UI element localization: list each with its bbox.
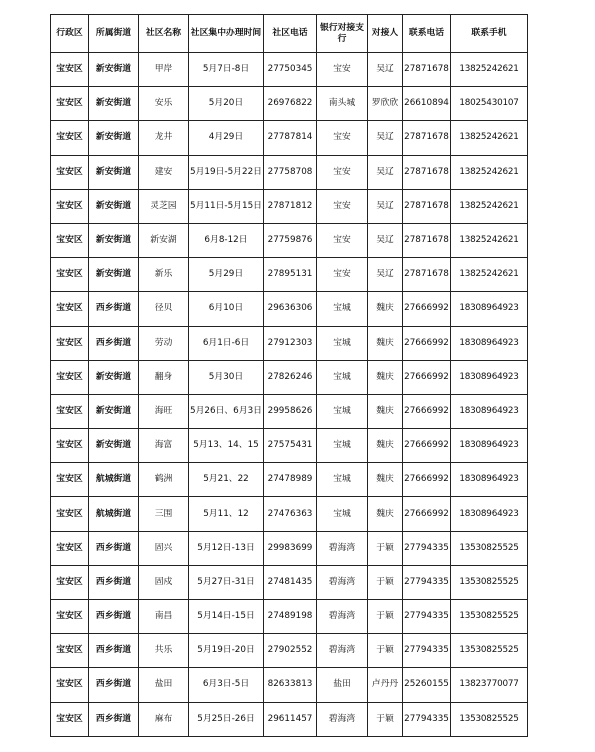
cell-contact-tel: 26610894 (403, 87, 451, 121)
cell-contact-tel: 27794335 (403, 702, 451, 736)
cell-community: 麻布 (139, 702, 189, 736)
cell-date: 5月29日 (189, 258, 264, 292)
cell-contact: 罗欣欣 (368, 87, 403, 121)
cell-community: 翻身 (139, 360, 189, 394)
cell-contact-tel: 27871678 (403, 223, 451, 257)
cell-tel: 27759876 (264, 223, 317, 257)
cell-mobile: 13530825525 (451, 565, 528, 599)
cell-mobile: 18308964923 (451, 326, 528, 360)
cell-bank: 宝城 (317, 360, 368, 394)
cell-street: 新安街道 (89, 121, 139, 155)
cell-tel: 27871812 (264, 189, 317, 223)
cell-contact-tel: 27666992 (403, 326, 451, 360)
cell-tel: 27787814 (264, 121, 317, 155)
cell-contact: 于颖 (368, 600, 403, 634)
cell-date: 6月3日-5日 (189, 668, 264, 702)
cell-mobile: 13825242621 (451, 223, 528, 257)
cell-contact-tel: 27871678 (403, 189, 451, 223)
cell-contact: 于颖 (368, 702, 403, 736)
cell-community: 三围 (139, 497, 189, 531)
header-contact-tel: 联系电话 (403, 15, 451, 53)
cell-date: 5月26日、6月3日 (189, 394, 264, 428)
cell-tel: 27912303 (264, 326, 317, 360)
cell-date: 6月10日 (189, 292, 264, 326)
cell-tel: 29611457 (264, 702, 317, 736)
table-row (51, 223, 528, 257)
cell-area: 宝安区 (51, 463, 89, 497)
cell-contact: 魏庆 (368, 429, 403, 463)
cell-date: 5月20日 (189, 87, 264, 121)
cell-bank: 碧海湾 (317, 702, 368, 736)
cell-date: 5月19日-20日 (189, 634, 264, 668)
cell-contact: 魏庆 (368, 394, 403, 428)
cell-tel: 29636306 (264, 292, 317, 326)
cell-area: 宝安区 (51, 668, 89, 702)
table-row (51, 429, 528, 463)
cell-area: 宝安区 (51, 394, 89, 428)
cell-contact-tel: 27794335 (403, 634, 451, 668)
table-row (51, 497, 528, 531)
cell-community: 甲岸 (139, 53, 189, 87)
cell-tel: 27750345 (264, 53, 317, 87)
cell-mobile: 13825242621 (451, 53, 528, 87)
cell-contact: 于颖 (368, 634, 403, 668)
cell-contact: 魏庆 (368, 292, 403, 326)
cell-date: 5月21、22 (189, 463, 264, 497)
cell-contact-tel: 27794335 (403, 600, 451, 634)
cell-contact: 魏庆 (368, 360, 403, 394)
cell-area: 宝安区 (51, 223, 89, 257)
cell-mobile: 13825242621 (451, 189, 528, 223)
cell-street: 新安街道 (89, 53, 139, 87)
cell-mobile: 18308964923 (451, 360, 528, 394)
cell-date: 5月13、14、15 (189, 429, 264, 463)
table-row (51, 600, 528, 634)
cell-bank: 宝安 (317, 53, 368, 87)
cell-mobile: 18308964923 (451, 429, 528, 463)
cell-contact: 魏庆 (368, 326, 403, 360)
header-tel: 社区电话 (264, 15, 317, 53)
cell-mobile: 13825242621 (451, 258, 528, 292)
cell-street: 西乡街道 (89, 702, 139, 736)
table-row (51, 668, 528, 702)
cell-bank: 碧海湾 (317, 600, 368, 634)
cell-contact-tel: 25260155 (403, 668, 451, 702)
cell-street: 西乡街道 (89, 531, 139, 565)
cell-bank: 宝安 (317, 223, 368, 257)
cell-community: 龙井 (139, 121, 189, 155)
table-row (51, 394, 528, 428)
table-row (51, 634, 528, 668)
cell-mobile: 18308964923 (451, 292, 528, 326)
table-row (51, 702, 528, 736)
cell-date: 5月27日-31日 (189, 565, 264, 599)
cell-contact-tel: 27666992 (403, 463, 451, 497)
cell-community: 建安 (139, 155, 189, 189)
cell-bank: 宝城 (317, 292, 368, 326)
cell-area: 宝安区 (51, 600, 89, 634)
cell-area: 宝安区 (51, 360, 89, 394)
cell-tel: 27478989 (264, 463, 317, 497)
cell-date: 5月7日-8日 (189, 53, 264, 87)
table-row (51, 531, 528, 565)
cell-mobile: 18308964923 (451, 394, 528, 428)
cell-date: 5月30日 (189, 360, 264, 394)
cell-area: 宝安区 (51, 258, 89, 292)
cell-bank: 宝城 (317, 497, 368, 531)
table-body (51, 53, 528, 737)
cell-community: 海富 (139, 429, 189, 463)
cell-bank: 宝城 (317, 326, 368, 360)
cell-street: 新安街道 (89, 155, 139, 189)
cell-community: 劳动 (139, 326, 189, 360)
cell-contact-tel: 27666992 (403, 360, 451, 394)
table-row (51, 326, 528, 360)
cell-tel: 27902552 (264, 634, 317, 668)
cell-mobile: 13823770077 (451, 668, 528, 702)
cell-community: 新安湖 (139, 223, 189, 257)
cell-area: 宝安区 (51, 121, 89, 155)
cell-bank: 宝城 (317, 463, 368, 497)
cell-contact-tel: 27871678 (403, 53, 451, 87)
cell-contact: 吴辽 (368, 121, 403, 155)
cell-tel: 27895131 (264, 258, 317, 292)
cell-mobile: 18025430107 (451, 87, 528, 121)
cell-community: 鹤洲 (139, 463, 189, 497)
cell-bank: 宝城 (317, 429, 368, 463)
cell-date: 5月11、12 (189, 497, 264, 531)
cell-community: 海旺 (139, 394, 189, 428)
cell-date: 6月1日-6日 (189, 326, 264, 360)
cell-bank: 宝安 (317, 189, 368, 223)
cell-bank: 碧海湾 (317, 634, 368, 668)
cell-area: 宝安区 (51, 53, 89, 87)
cell-contact: 魏庆 (368, 497, 403, 531)
community-schedule-table (50, 14, 528, 737)
cell-date: 5月19日-5月22日 (189, 155, 264, 189)
cell-contact-tel: 27871678 (403, 155, 451, 189)
cell-date: 5月25日-26日 (189, 702, 264, 736)
cell-contact-tel: 27666992 (403, 394, 451, 428)
header-contact: 对接人 (368, 15, 403, 53)
table-row (51, 258, 528, 292)
cell-area: 宝安区 (51, 702, 89, 736)
cell-tel: 26976822 (264, 87, 317, 121)
cell-community: 固兴 (139, 531, 189, 565)
table-row (51, 463, 528, 497)
cell-bank: 碧海湾 (317, 565, 368, 599)
cell-contact-tel: 27794335 (403, 565, 451, 599)
cell-bank: 南头城 (317, 87, 368, 121)
cell-mobile: 18308964923 (451, 463, 528, 497)
cell-community: 新乐 (139, 258, 189, 292)
cell-area: 宝安区 (51, 326, 89, 360)
cell-community: 灵芝园 (139, 189, 189, 223)
cell-area: 宝安区 (51, 189, 89, 223)
cell-street: 西乡街道 (89, 600, 139, 634)
cell-mobile: 13530825525 (451, 702, 528, 736)
table-row (51, 121, 528, 155)
cell-area: 宝安区 (51, 634, 89, 668)
cell-date: 6月8-12日 (189, 223, 264, 257)
header-area: 行政区 (51, 15, 89, 53)
header-community: 社区名称 (139, 15, 189, 53)
cell-contact: 吴辽 (368, 258, 403, 292)
cell-bank: 盐田 (317, 668, 368, 702)
cell-street: 新安街道 (89, 87, 139, 121)
cell-date: 4月29日 (189, 121, 264, 155)
cell-tel: 29983699 (264, 531, 317, 565)
cell-contact: 于颖 (368, 565, 403, 599)
cell-street: 新安街道 (89, 223, 139, 257)
cell-street: 新安街道 (89, 429, 139, 463)
cell-contact-tel: 27666992 (403, 292, 451, 326)
table-row (51, 292, 528, 326)
cell-bank: 碧海湾 (317, 531, 368, 565)
cell-area: 宝安区 (51, 87, 89, 121)
cell-date: 5月14日-15日 (189, 600, 264, 634)
table-row (51, 360, 528, 394)
cell-tel: 27826246 (264, 360, 317, 394)
cell-mobile: 13530825525 (451, 531, 528, 565)
cell-mobile: 13825242621 (451, 121, 528, 155)
cell-community: 共乐 (139, 634, 189, 668)
cell-contact: 魏庆 (368, 463, 403, 497)
table-header-row (51, 15, 528, 53)
cell-contact-tel: 27666992 (403, 429, 451, 463)
cell-street: 西乡街道 (89, 292, 139, 326)
cell-tel: 27481435 (264, 565, 317, 599)
cell-mobile: 13530825525 (451, 634, 528, 668)
cell-mobile: 13530825525 (451, 600, 528, 634)
cell-street: 新安街道 (89, 258, 139, 292)
cell-contact-tel: 27794335 (403, 531, 451, 565)
cell-street: 新安街道 (89, 360, 139, 394)
cell-bank: 宝城 (317, 394, 368, 428)
cell-mobile: 13825242621 (451, 155, 528, 189)
cell-street: 西乡街道 (89, 668, 139, 702)
cell-area: 宝安区 (51, 565, 89, 599)
header-bank: 银行对接支行 (317, 15, 368, 53)
cell-area: 宝安区 (51, 497, 89, 531)
table-row (51, 155, 528, 189)
cell-contact-tel: 27871678 (403, 258, 451, 292)
cell-tel: 29958626 (264, 394, 317, 428)
cell-area: 宝安区 (51, 429, 89, 463)
cell-contact: 吴辽 (368, 223, 403, 257)
cell-tel: 82633813 (264, 668, 317, 702)
cell-bank: 宝安 (317, 258, 368, 292)
cell-bank: 宝安 (317, 155, 368, 189)
cell-street: 西乡街道 (89, 634, 139, 668)
table-row (51, 189, 528, 223)
cell-contact: 吴辽 (368, 189, 403, 223)
cell-tel: 27758708 (264, 155, 317, 189)
cell-street: 新安街道 (89, 189, 139, 223)
cell-area: 宝安区 (51, 155, 89, 189)
table-row (51, 87, 528, 121)
cell-tel: 27489198 (264, 600, 317, 634)
cell-contact: 吴辽 (368, 53, 403, 87)
cell-contact: 于颖 (368, 531, 403, 565)
cell-street: 西乡街道 (89, 565, 139, 599)
cell-community: 径贝 (139, 292, 189, 326)
header-mobile: 联系手机 (451, 15, 528, 53)
cell-bank: 宝安 (317, 121, 368, 155)
cell-contact-tel: 27871678 (403, 121, 451, 155)
cell-date: 5月11日-5月15日 (189, 189, 264, 223)
cell-area: 宝安区 (51, 292, 89, 326)
cell-date: 5月12日-13日 (189, 531, 264, 565)
header-date: 社区集中办理时间 (189, 15, 264, 53)
cell-street: 新安街道 (89, 394, 139, 428)
cell-area: 宝安区 (51, 531, 89, 565)
cell-street: 航城街道 (89, 463, 139, 497)
header-street: 所属街道 (89, 15, 139, 53)
table-row (51, 565, 528, 599)
cell-street: 航城街道 (89, 497, 139, 531)
cell-tel: 27575431 (264, 429, 317, 463)
cell-community: 南昌 (139, 600, 189, 634)
cell-contact: 卢丹丹 (368, 668, 403, 702)
cell-contact-tel: 27666992 (403, 497, 451, 531)
cell-community: 安乐 (139, 87, 189, 121)
cell-community: 盐田 (139, 668, 189, 702)
cell-mobile: 18308964923 (451, 497, 528, 531)
cell-tel: 27476363 (264, 497, 317, 531)
table-row (51, 53, 528, 87)
cell-community: 固戍 (139, 565, 189, 599)
cell-contact: 吴辽 (368, 155, 403, 189)
cell-street: 西乡街道 (89, 326, 139, 360)
